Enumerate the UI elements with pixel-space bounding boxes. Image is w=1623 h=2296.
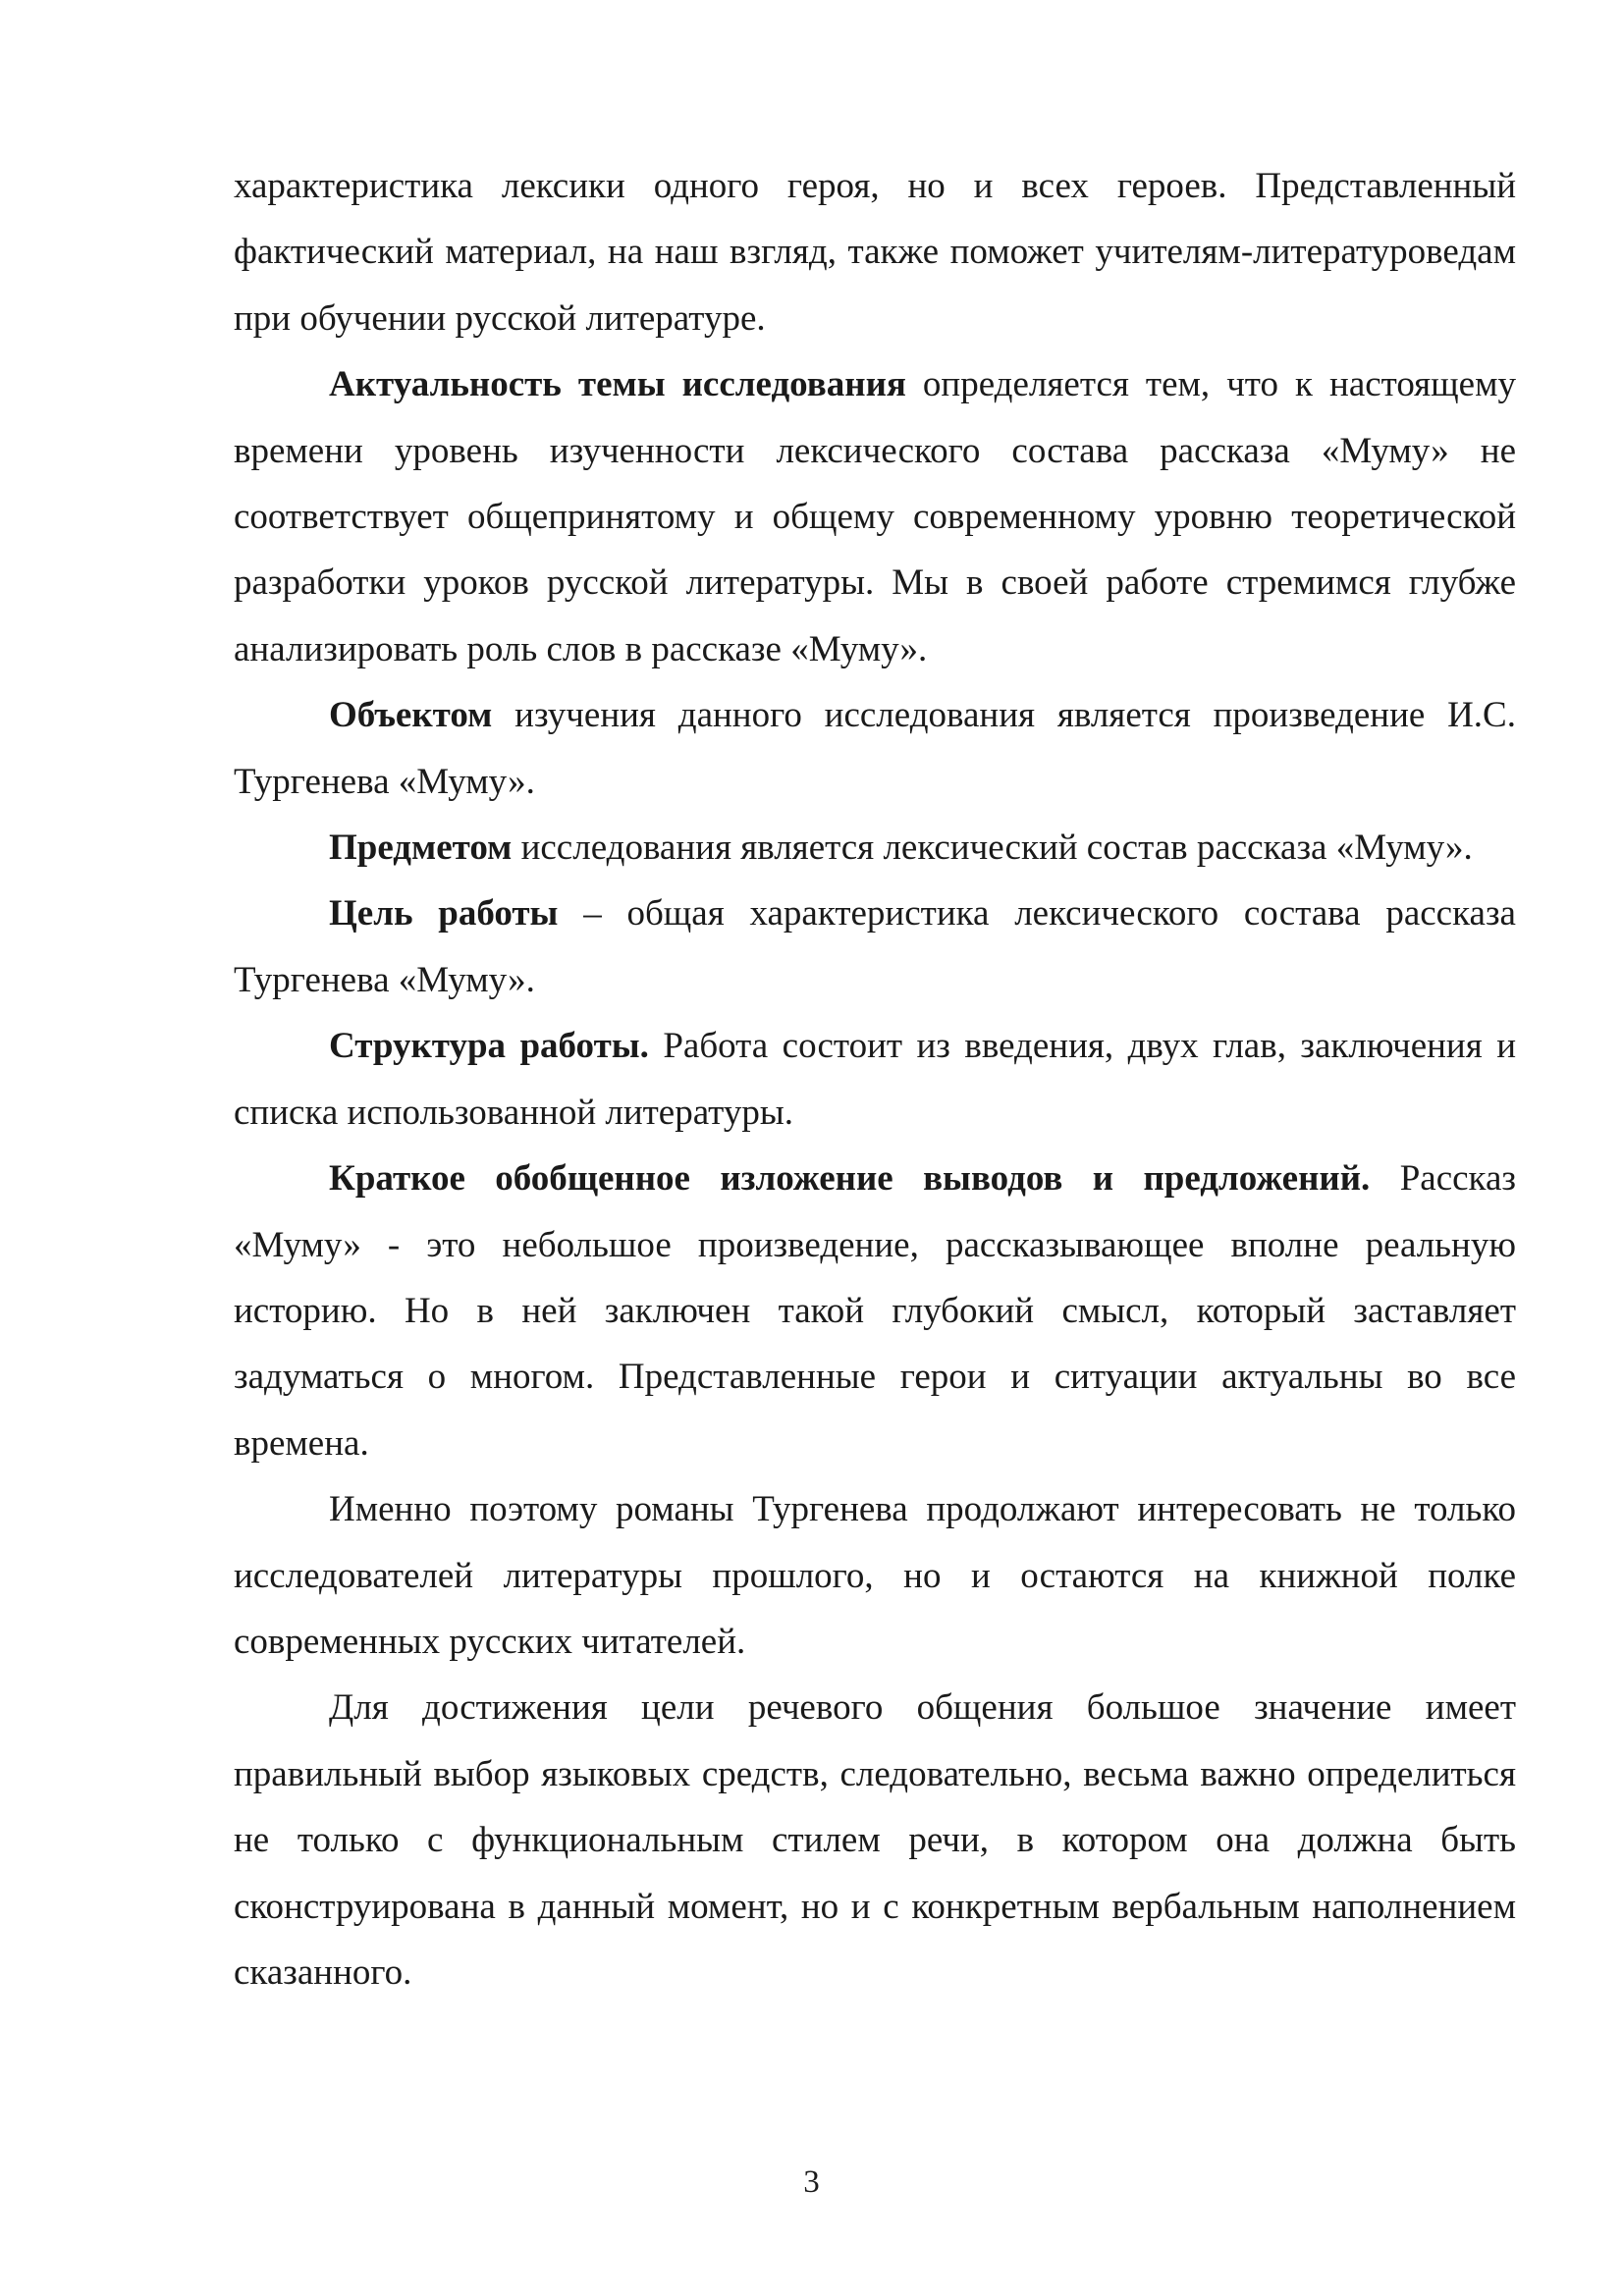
paragraph-subject: [234, 815, 1516, 881]
paragraph-relevance: [234, 351, 1516, 682]
paragraph-continuation: [234, 153, 1516, 351]
paragraph-lead: Объектом: [329, 695, 493, 736]
paragraph-text: Именно поэтому романы Тургенева продолжают интересовать не только исследователей литературы прошлого, но и остаются на книжной полке современных русских читателей.: [234, 1489, 1516, 1662]
paragraph-novels: [234, 1476, 1516, 1675]
paragraph-text: определяется тем, что к настоящему времени уровень изученности лексического состава рассказа «Муму» не соответствует общепринятому и общему современному уровню теоретической разработки уроков русской литературы. Мы в своей работе стремимся глубже анализировать роль слов в рассказе «Муму».: [234, 364, 1516, 669]
paragraph-structure: [234, 1013, 1516, 1146]
paragraph-text: Работа состоит из введения, двух глав, заключения и списка использованной литературы.: [234, 1026, 1516, 1133]
paragraph-text: характеристика лексики одного героя, но и всех героев. Представленный фактический материал, на наш взгляд, также поможет учителям-литературоведам при обучении русской литературе.: [234, 166, 1516, 339]
paragraph-lead: Цель работы: [329, 893, 559, 934]
page-body: [234, 153, 1516, 2005]
paragraph-text: Для достижения цели речевого общения большое значение имеет правильный выбор языковых средств, следовательно, весьма важно определиться не только с функциональным стилем речи, в котором она должна быть сконструирована в данный момент, но и с конкретным вербальным наполнением сказанного.: [234, 1687, 1516, 1993]
page-number: 3: [803, 2164, 820, 2200]
paragraph-summary: [234, 1146, 1516, 1476]
paragraph-text: исследования является лексический состав рассказа «Муму».: [512, 828, 1473, 869]
paragraph-goal: [234, 881, 1516, 1013]
paragraph-lead: Краткое обобщенное изложение выводов и предложений.: [329, 1158, 1371, 1200]
paragraph-text: Рассказ «Муму» - это небольшое произведение, рассказывающее вполне реальную историю. Но в ней заключен такой глубокий смысл, который заставляет задуматься о многом. Представленные герои и ситуации актуальны во все времена.: [234, 1158, 1516, 1464]
paragraph-text: изучения данного исследования является произведение И.С. Тургенева «Муму».: [234, 695, 1516, 802]
paragraph-lead: Структура работы.: [329, 1026, 649, 1067]
paragraph-text: – общая характеристика лексического состава рассказа Тургенева «Муму».: [234, 893, 1516, 1000]
paragraph-lead: Актуальность темы исследования: [329, 364, 906, 405]
paragraph-lead: Предметом: [329, 828, 513, 869]
paragraph-communication: [234, 1675, 1516, 2005]
paragraph-object: [234, 682, 1516, 815]
